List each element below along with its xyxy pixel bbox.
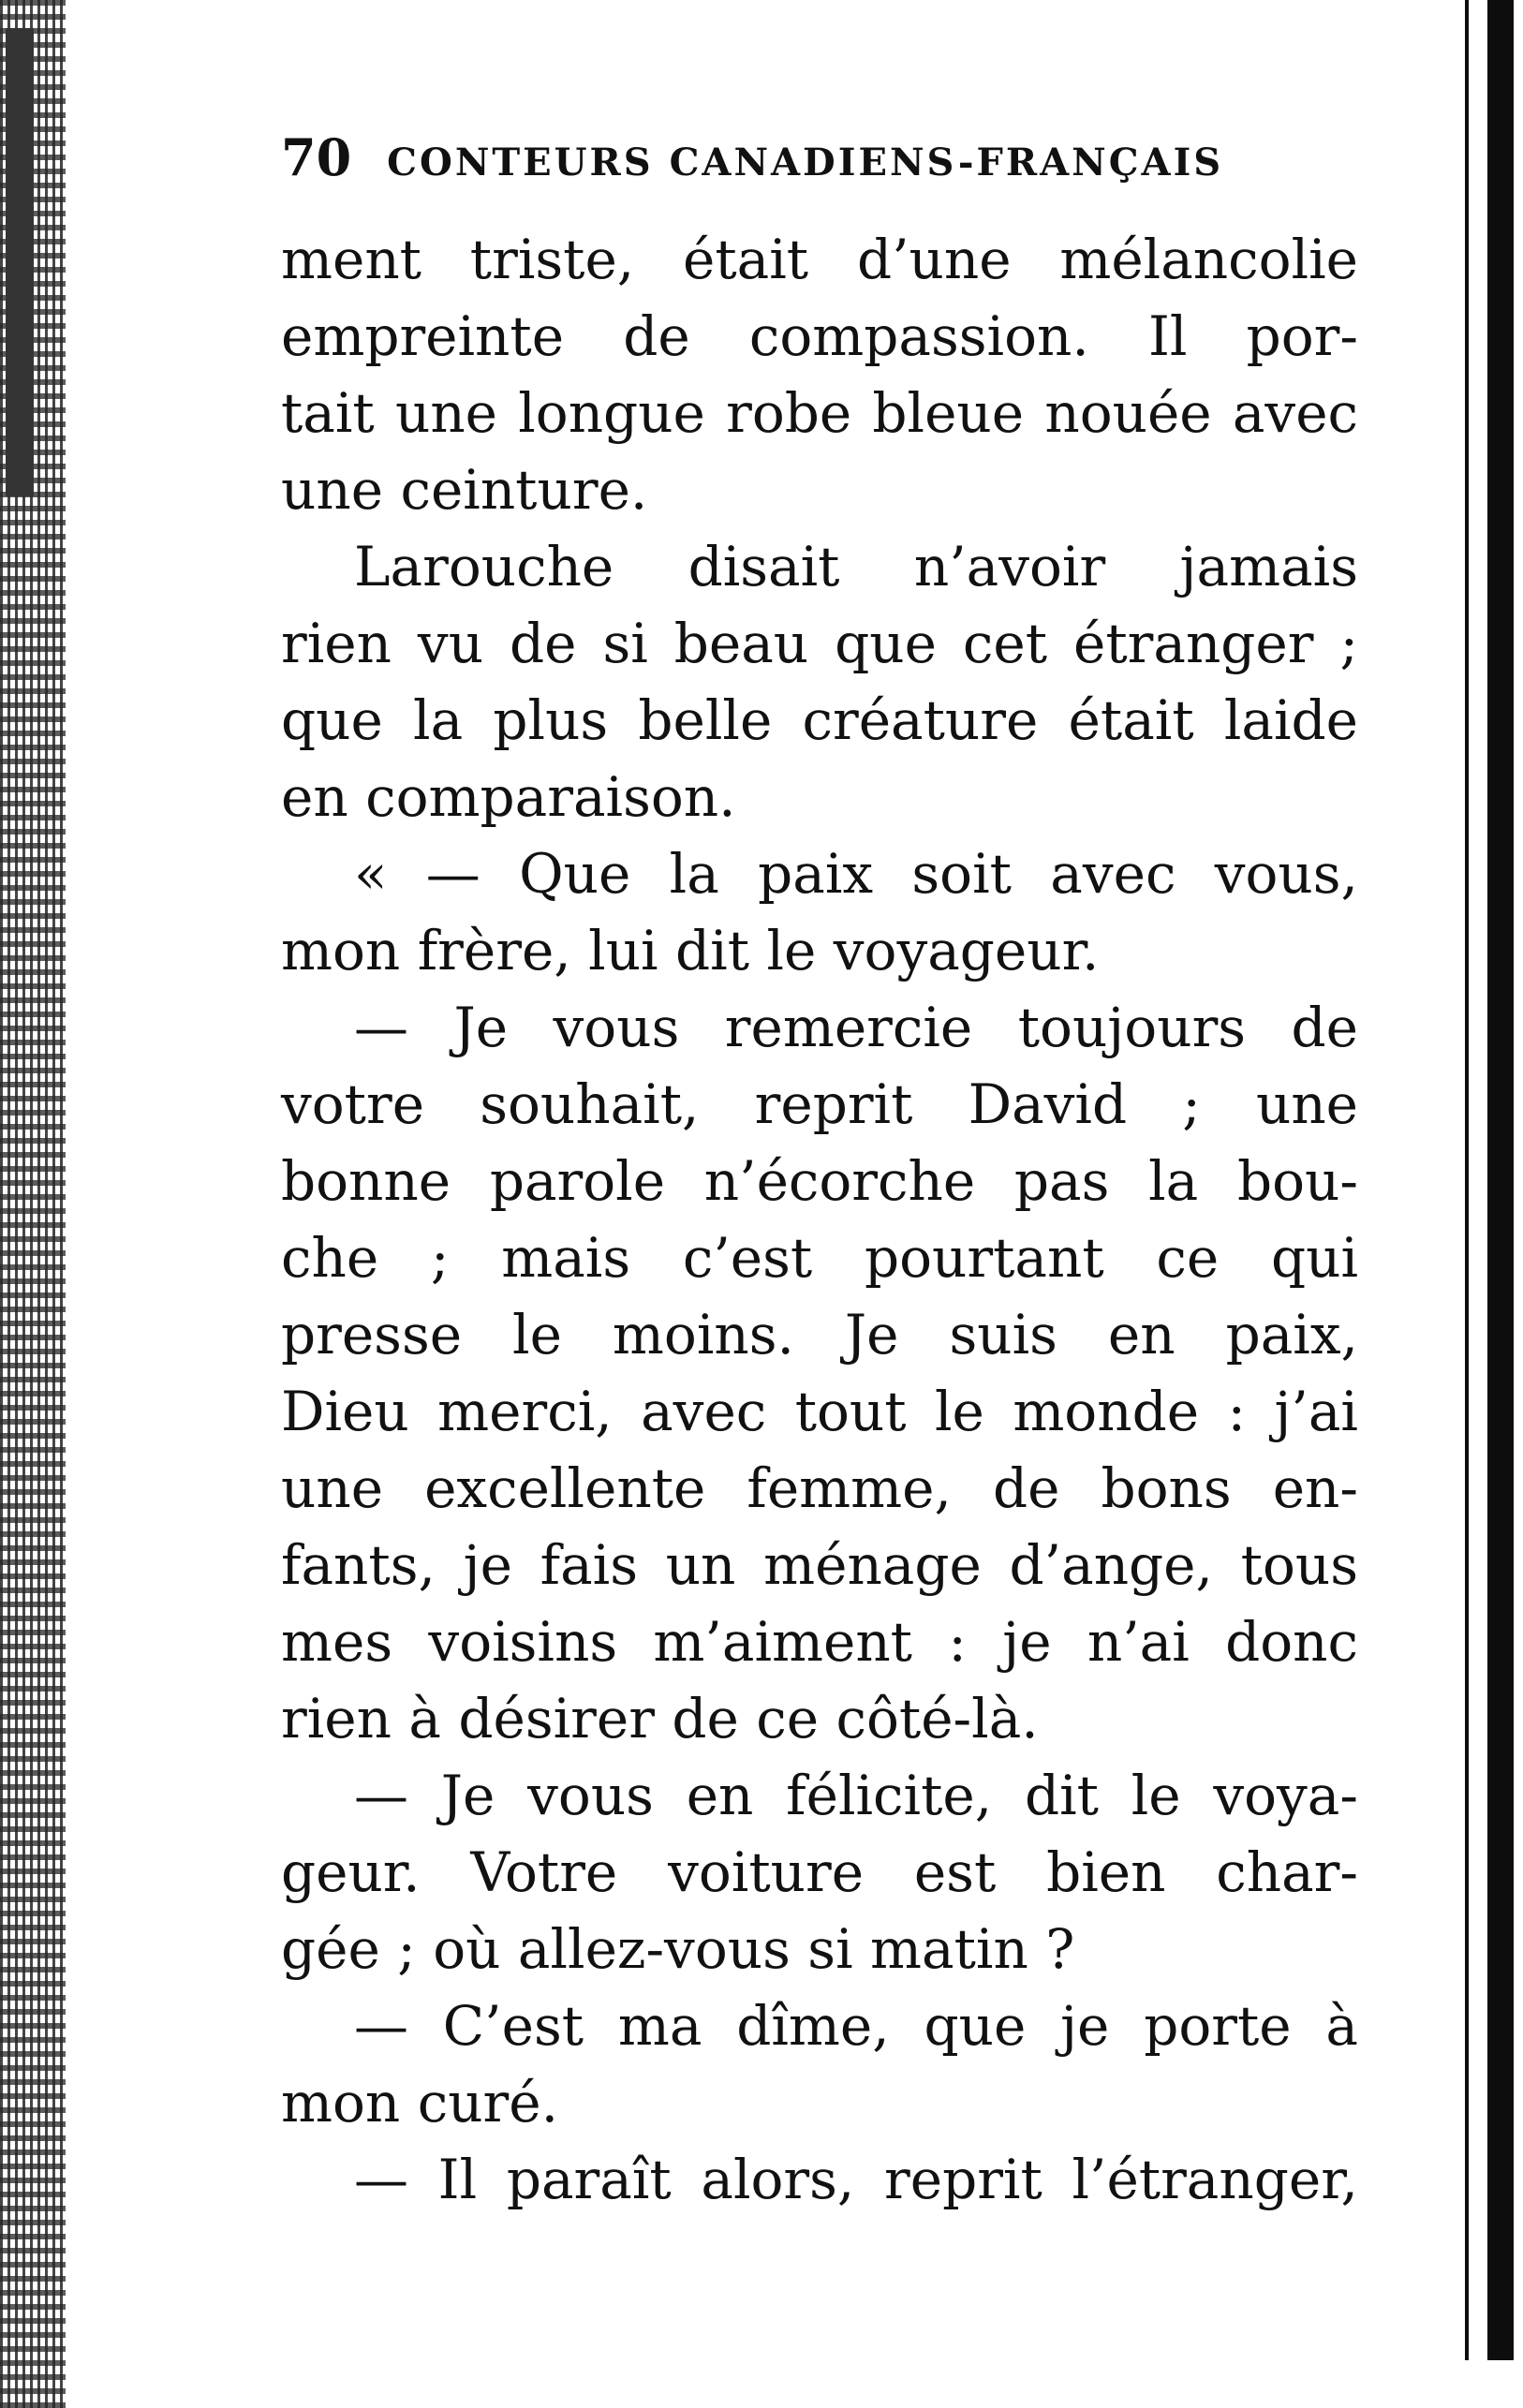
body-text xyxy=(281,221,1358,2218)
text-line: rien vu de si beau que cet étranger ; xyxy=(281,612,1358,675)
text-line: en comparaison. xyxy=(281,765,736,829)
text-line: presse le moins. Je suis en paix, xyxy=(281,1303,1358,1367)
text-line: — Je vous remercie toujours de xyxy=(354,996,1358,1059)
scanned-page-edge xyxy=(0,0,66,2408)
text-line: une ceinture. xyxy=(281,458,648,522)
scanned-binding-rule xyxy=(1487,0,1514,2360)
text-line: fants, je fais un ménage d’ange, tous xyxy=(281,1533,1358,1597)
running-title: CONTEURS CANADIENS-FRANÇAIS xyxy=(387,140,1224,185)
text-line: tait une longue robe bleue nouée avec xyxy=(281,381,1358,445)
text-line: mon curé. xyxy=(281,2071,559,2135)
book-page xyxy=(281,127,1358,2218)
text-line: rien à désirer de ce côté-là. xyxy=(281,1687,1039,1751)
text-line: ment triste, était d’une mélancolie xyxy=(281,228,1358,291)
text-line: — Je vous en félicite, dit le voya- xyxy=(354,1764,1358,1827)
text-line: Dieu merci, avec tout le monde : j’ai xyxy=(281,1380,1358,1443)
text-line: bonne parole n’écorche pas la bou- xyxy=(281,1149,1358,1213)
page-number: 70 xyxy=(281,127,352,187)
text-line: mon frère, lui dit le voyageur. xyxy=(281,919,1100,982)
text-line: votre souhait, reprit David ; une xyxy=(281,1072,1358,1136)
text-line: — Il paraît alors, reprit l’étranger, xyxy=(354,2148,1358,2211)
text-line: — C’est ma dîme, que je porte à xyxy=(354,1994,1358,2058)
text-line: que la plus belle créature était laide xyxy=(281,688,1358,752)
text-line: mes voisins m’aiment : je n’ai donc xyxy=(281,1610,1358,1674)
text-line: une excellente femme, de bons en- xyxy=(281,1456,1358,1520)
text-line: Larouche disait n’avoir jamais xyxy=(354,535,1358,598)
page-header xyxy=(281,127,1358,202)
text-line: geur. Votre voiture est bien char- xyxy=(281,1840,1358,1904)
text-line: empreinte de compassion. Il por- xyxy=(281,304,1358,368)
text-line: gée ; où allez-vous si matin ? xyxy=(281,1917,1075,1981)
text-line: « — Que la paix soit avec vous, xyxy=(354,842,1358,906)
text-line: che ; mais c’est pourtant ce qui xyxy=(281,1226,1358,1290)
